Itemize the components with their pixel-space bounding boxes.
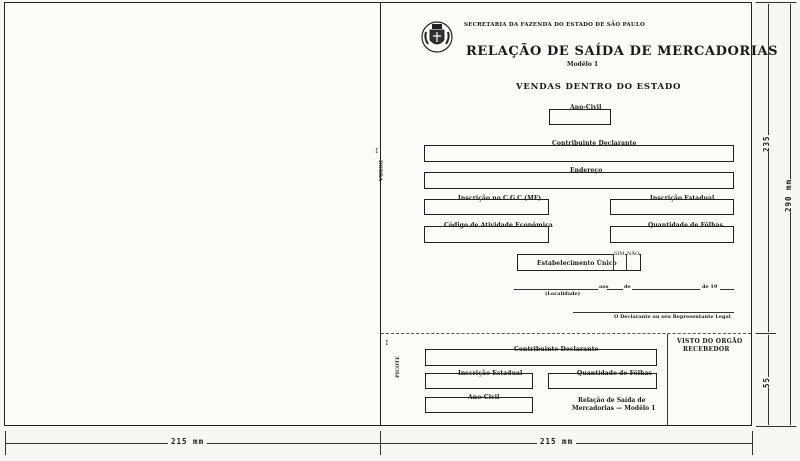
form-model: Modêlo 1 bbox=[567, 61, 599, 68]
quantidade-folhas-label: Quantidade de Fôlhas bbox=[648, 222, 724, 229]
perforation-arrow-icon: ↕ bbox=[384, 339, 390, 347]
aos-label: aos bbox=[599, 284, 609, 290]
estabelecimento-label: Estabelecimento Único bbox=[537, 260, 617, 267]
total-height-dim-line bbox=[790, 4, 791, 425]
cgc-field[interactable] bbox=[424, 199, 549, 215]
contribuinte-label: Contribuinte Declarante bbox=[552, 140, 637, 147]
nao-label: NÃO bbox=[627, 251, 640, 257]
atividade-field[interactable] bbox=[424, 226, 549, 243]
signature-label: O Declarante ou seu Representante Legal bbox=[614, 314, 731, 320]
stub-inscricao-label: Inscrição Estadual bbox=[458, 370, 523, 377]
right-dim-top-tick bbox=[756, 2, 796, 3]
day-line bbox=[607, 289, 623, 290]
contribuinte-field[interactable] bbox=[424, 145, 734, 162]
stub-contribuinte-field[interactable] bbox=[425, 349, 657, 366]
form-title: RELAÇÃO DE SAÍDA DE MERCADORIAS bbox=[466, 44, 779, 59]
inscricao-estadual-label: Inscrição Estadual bbox=[650, 195, 715, 202]
de19-label: de 19 bbox=[702, 284, 718, 290]
right-dim-mid-tick bbox=[756, 333, 776, 334]
right-dim-tick bbox=[752, 431, 753, 455]
endereco-label: Endereço bbox=[570, 167, 603, 174]
signature-line bbox=[573, 312, 734, 313]
agency-name: SECRETARIA DA FAZENDA DO ESTADO DE SÃO PAULO bbox=[464, 22, 645, 28]
stub-relacao-line1: Relação de Saída de bbox=[578, 397, 646, 404]
stub-contribuinte-label: Contribuinte Declarante bbox=[514, 346, 599, 353]
stub-ano-civil-field[interactable] bbox=[425, 397, 533, 413]
month-line bbox=[632, 289, 700, 290]
bottom-height-label: 55 bbox=[762, 376, 771, 388]
right-dim-bottom-tick bbox=[756, 426, 796, 427]
stub-inscricao-field[interactable] bbox=[425, 373, 533, 389]
sim-label: SIM bbox=[614, 251, 625, 257]
stub-relacao-line2: Mercadorias — Modêlo 1 bbox=[572, 405, 656, 412]
top-height-label: 235 bbox=[762, 135, 771, 152]
de-label: de bbox=[624, 284, 631, 290]
stub-quantidade-label: Quantidade de Fôlhas bbox=[577, 370, 653, 377]
inscricao-estadual-field[interactable] bbox=[610, 199, 734, 215]
total-height-label: 290 mm bbox=[784, 178, 793, 212]
cgc-label: Inscrição no C.G.C.(MF) bbox=[458, 195, 542, 202]
endereco-field[interactable] bbox=[424, 172, 734, 189]
coat-of-arms-icon bbox=[420, 20, 454, 54]
left-width-label: 215 mm bbox=[168, 437, 207, 446]
visto-stamp-area[interactable] bbox=[668, 356, 750, 424]
stub-quantidade-field[interactable] bbox=[548, 373, 657, 389]
visto-line2: RECEBEDOR bbox=[683, 346, 730, 353]
section-title: VENDAS DENTRO DO ESTADO bbox=[516, 82, 682, 92]
localidade-label: (Localidade) bbox=[545, 291, 581, 297]
ano-civil-label: Ano-Civil bbox=[570, 104, 602, 111]
localidade-line bbox=[514, 289, 598, 290]
top-height-dim-line bbox=[768, 4, 769, 332]
left-sheet bbox=[4, 2, 382, 426]
atividade-label: Código de Atividade Econômica bbox=[444, 222, 553, 229]
visto-line1: VISTO DO ORGÃO bbox=[677, 338, 743, 345]
sim-checkbox[interactable] bbox=[614, 258, 625, 270]
perforation-line bbox=[381, 333, 751, 334]
dobra-label: DOBRA bbox=[377, 160, 383, 181]
left-dim-tick-a bbox=[5, 431, 6, 455]
nao-checkbox[interactable] bbox=[627, 258, 640, 270]
picote-label: PICOTE bbox=[395, 356, 401, 378]
year-line bbox=[720, 289, 734, 290]
quantidade-folhas-field[interactable] bbox=[610, 226, 734, 243]
right-width-label: 215 mm bbox=[537, 437, 576, 446]
stub-ano-civil-label: Ano-Civil bbox=[468, 394, 500, 401]
ano-civil-field[interactable] bbox=[549, 109, 611, 125]
fold-arrow-icon: ↕ bbox=[374, 147, 380, 155]
